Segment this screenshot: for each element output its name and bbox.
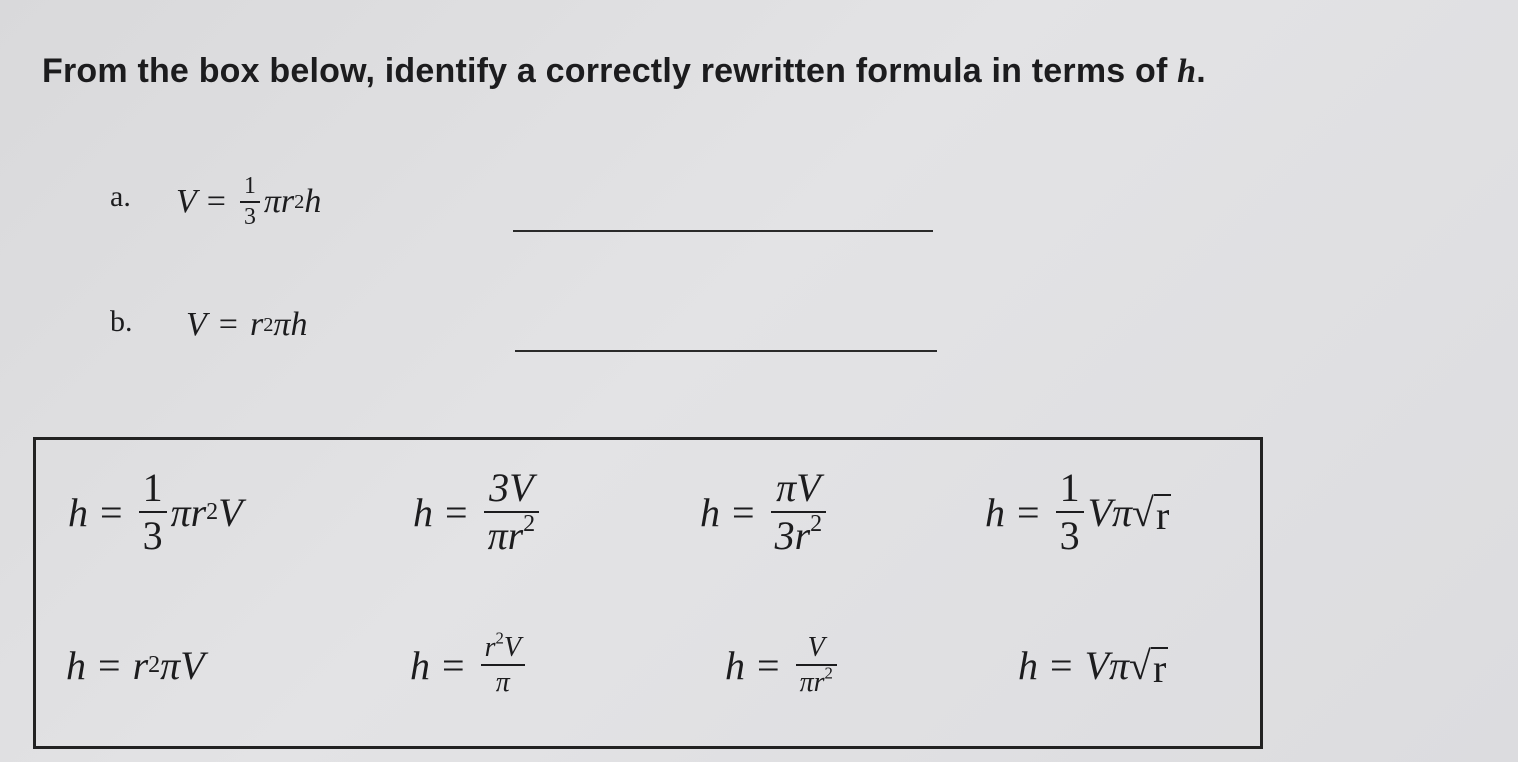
question-b-label: b. [110, 305, 133, 338]
option-7-den-exp: 2 [824, 663, 833, 683]
option-1-frac-den: 3 [142, 513, 163, 558]
option-3-den-a: 3r [774, 513, 811, 558]
q-b-lhs: V [186, 306, 207, 343]
question-a-label: a. [110, 180, 131, 213]
option-7-lhs: h [725, 642, 745, 688]
option-4-rest: Vπ [1087, 489, 1133, 535]
option-5: h = r 2 πV [66, 642, 205, 688]
option-8 [1018, 615, 1168, 715]
option-1-frac-num: 1 [142, 465, 163, 510]
option-3 [700, 462, 830, 562]
instruction-main: From the box below, identify a correctly rewritten formula in terms of [42, 52, 1168, 90]
option-1-fraction [139, 467, 167, 557]
sqrt-sign-icon: √ [1129, 642, 1151, 688]
option-4-fraction [1056, 467, 1084, 557]
option-4-frac-num: 1 [1059, 465, 1080, 510]
option-7-num: V [807, 631, 825, 663]
option-3-fraction [771, 467, 827, 557]
option-4 [985, 462, 1171, 562]
option-6-num-b: V [503, 631, 521, 663]
option-3-num: πV [776, 465, 821, 510]
answer-line-a[interactable] [513, 230, 933, 232]
question-a-formula: V = $\frac{1}{3}$ πr 2 h [176, 173, 322, 230]
option-2-fraction [484, 467, 540, 557]
option-6-num-exp: 2 [495, 628, 504, 648]
answer-line-b[interactable] [515, 350, 937, 352]
q-a-fraction [240, 174, 260, 230]
option-1-rest-a: πr [170, 489, 207, 535]
option-6 [410, 615, 529, 715]
option-8-radicand: r [1153, 645, 1167, 691]
q-b-equals: = [218, 306, 238, 343]
q-a-frac-den: 3 [243, 204, 256, 230]
option-7 [725, 615, 841, 715]
q-a-equals: = [206, 183, 226, 220]
q-a-frac-num: 1 [243, 173, 256, 200]
option-5-lhs: h [66, 642, 86, 688]
sqrt-sign-icon: √ [1132, 489, 1154, 535]
option-2-den-exp: 2 [523, 511, 536, 537]
instruction-text [42, 52, 1206, 91]
option-4-frac-den: 3 [1059, 513, 1080, 558]
option-3-den-exp: 2 [810, 511, 823, 537]
option-2-lhs: h [413, 489, 433, 535]
option-4-equals: = [1017, 489, 1040, 535]
option-8-equals: = [1050, 642, 1073, 688]
option-2 [413, 462, 543, 562]
q-a-lhs: V [176, 183, 197, 220]
option-5-equals: = [98, 642, 121, 688]
option-2-den-a: πr [487, 513, 524, 558]
option-8-sqrt [1129, 642, 1168, 689]
option-1-equals: = [100, 489, 123, 535]
option-4-lhs: h [985, 489, 1005, 535]
option-6-lhs: h [410, 642, 430, 688]
option-8-lhs: h [1018, 642, 1038, 688]
q-a-rhs-b: h [304, 183, 322, 220]
option-3-equals: = [732, 489, 755, 535]
option-4-radicand: r [1156, 492, 1170, 538]
option-1-lhs: h [68, 489, 88, 535]
q-b-rhs-a: r [249, 306, 264, 343]
question-b-formula: V = r 2 πh [186, 306, 308, 343]
option-2-equals: = [445, 489, 468, 535]
option-1-rest-b: V [218, 489, 243, 535]
instruction-period: . [1196, 52, 1206, 90]
option-6-num-a: r [484, 631, 496, 663]
option-6-fraction [481, 628, 525, 698]
option-2-num: 3V [489, 465, 534, 510]
option-3-lhs: h [700, 489, 720, 535]
option-8-rest: Vπ [1084, 642, 1130, 688]
option-7-equals: = [757, 642, 780, 688]
option-6-den: π [495, 667, 510, 698]
option-5-rest-a: r [132, 642, 149, 688]
option-4-sqrt [1132, 489, 1171, 536]
instruction-variable: h [1177, 53, 1197, 90]
q-a-rhs-a: πr [263, 183, 295, 220]
option-1: h = $\frac{1}{3}$ πr 2 V [68, 465, 243, 558]
option-7-fraction [796, 633, 837, 698]
option-5-rest-b: πV [160, 642, 205, 688]
q-b-rhs-b: πh [273, 306, 308, 343]
option-7-den-a: πr [799, 667, 825, 698]
option-6-equals: = [442, 642, 465, 688]
